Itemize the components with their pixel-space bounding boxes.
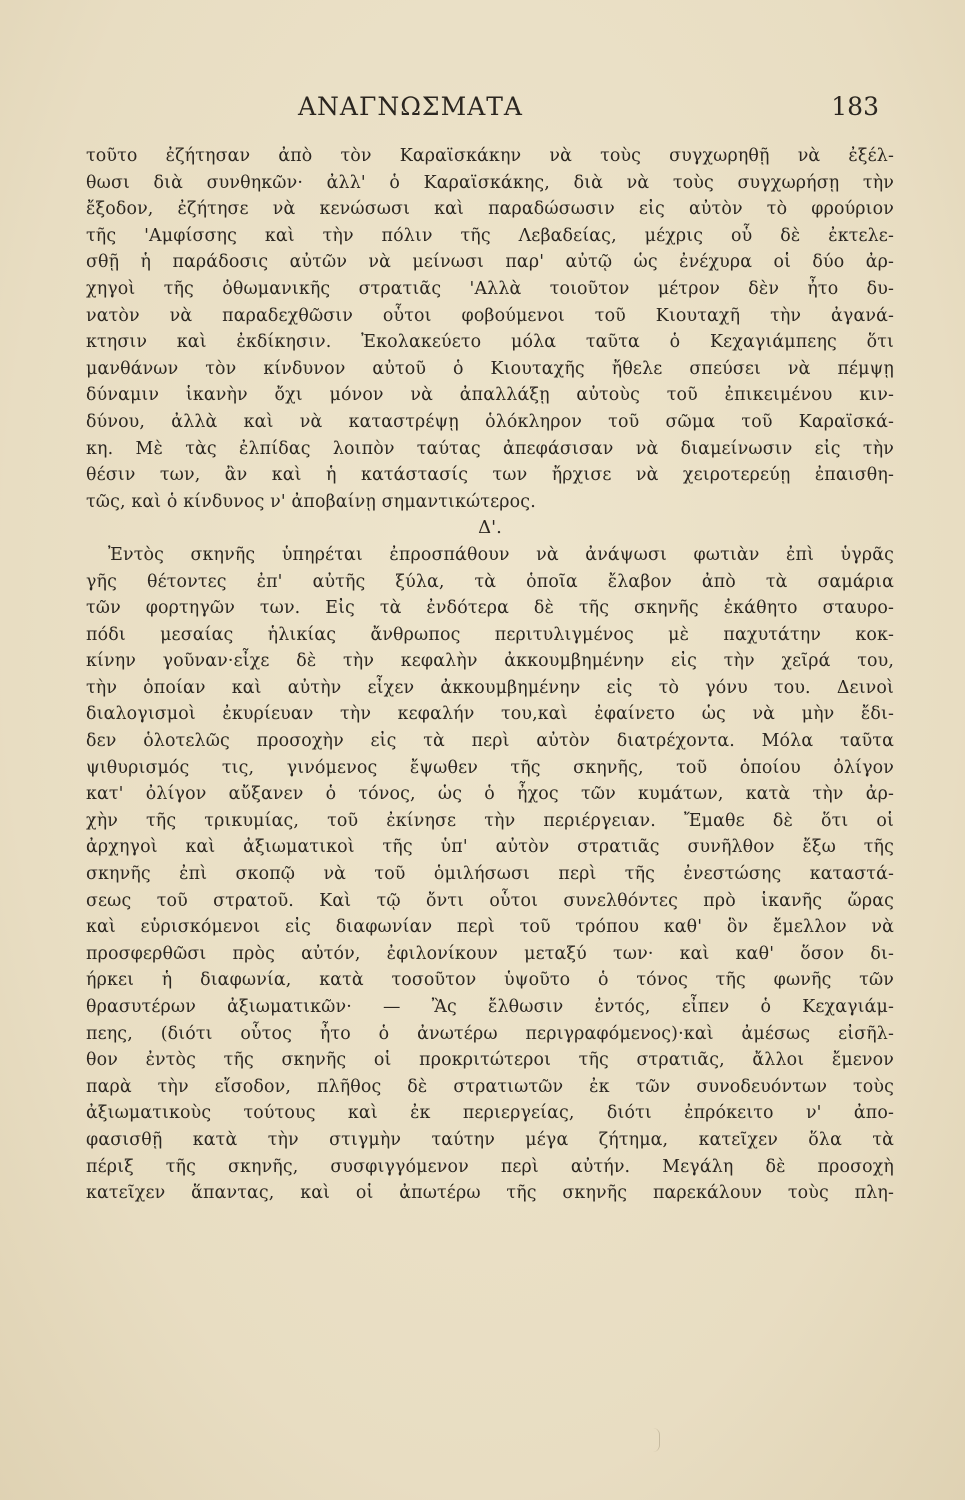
text-line: ἀξιωματικοὺς τούτους καὶ ἐκ περιεργείας, διότι ἐπρόκειτο ν' ἀπο- [86,1103,894,1124]
text-line: παρὰ τὴν εἴσοδον, πλῆθος δὲ στρατιωτῶν ἐκ τῶν συνοδευόντων τοὺς [86,1076,894,1097]
text-line: προσφερθῶσι πρὸς αὐτόν, ἐφιλονίκουν μεταξύ των· καὶ καθ' ὅσον δι- [86,943,894,964]
text-line: κατ' ὀλίγον αὔξανεν ὁ τόνος, ὡς ὁ ἦχος τῶν κυμάτων, κατὰ τὴν ἀρ- [86,784,894,805]
paragraph-1 [86,143,894,515]
text-line: σθῇ ἡ παράδοσις αὐτῶν νὰ μείνωσι παρ' αὐτῷ ὡς ἐνέχυρα οἱ δύο ἀρ- [86,252,894,273]
text-line: πέριξ τῆς σκηνῆς, συσφιγγόμενον περὶ αὐτήν. Μεγάλη δὲ προσοχὴ [86,1156,894,1177]
text-line: τοῦτο ἐζήτησαν ἀπὸ τὸν Καραϊσκάκην νὰ τοὺς συγχωρηθῇ νὰ ἐξέλ- [86,146,894,166]
text-line: μανθάνων τὸν κίνδυνον αὐτοῦ ὁ Κιουταχῆς ἤθελε σπεύσει νὰ πέμψῃ [86,358,894,379]
text-line: χηγοὶ τῆς ὀθωμανικῆς στρατιᾶς 'Αλλὰ τοιοῦτον μέτρον δὲν ἦτο δυ- [86,278,894,299]
text-line: φασισθῇ κατὰ τὴν στιγμὴν ταύτην μέγα ζήτημα, κατεῖχεν ὅλα τὰ [86,1129,894,1150]
text-line: νατὸν νὰ παραδεχθῶσιν οὗτοι φοβούμενοι τοῦ Κιουταχῆ τὴν ἀγανά- [86,305,894,326]
page-header [0,92,965,132]
text-line: ψιθυρισμός τις, γινόμενος ἔψωθεν τῆς σκηνῆς, τοῦ ὁποίου ὀλίγον [86,757,894,778]
text-line: κτησιν καὶ ἐκδίκησιν. Ἐκολακεύετο μόλα ταῦτα ὁ Κεχαγιάμπεης ὅτι [86,332,894,353]
text-line: δύναμιν ἱκανὴν ὄχι μόνον νὰ ἀπαλλάξῃ αὐτοὺς τοῦ ἐπικειμένου κιν- [86,385,894,406]
text-line: χὴν τῆς τρικυμίας, τοῦ ἐκίνησε τὴν περιέργειαν. Ἔμαθε δὲ ὅτι οἱ [86,810,894,831]
text-line: ἀρχηγοὶ καὶ ἀξιωματικοὶ τῆς ὑπ' αὐτὸν στρατιᾶς συνῆλθον ἔξω τῆς [86,837,894,858]
page-number: 183 [831,92,879,121]
text-line: τὴν ὁποίαν καὶ αὐτὴν εἶχεν ἀκκουμβημένην εἰς τὸ γόνυ του. Δεινοὶ [86,677,894,698]
text-line: σεως τοῦ στρατοῦ. Καὶ τῷ ὄντι οὗτοι συνελθόντες πρὸ ἱκανῆς ὥρας [86,890,894,911]
text-line: γῆς θέτοντες ἐπ' αὐτῆς ξύλα, τὰ ὁποῖα ἔλαβον ἀπὸ τὰ σαμάρια [86,571,894,592]
text-line: θον ἐντὸς τῆς σκηνῆς οἱ προκριτώτεροι τῆς στρατιᾶς, ἄλλοι ἔμενον [86,1050,894,1071]
text-line: Ἐντὸς σκηνῆς ὑπηρέται ἐπροσπάθουν νὰ ἀνάψωσι φωτιὰν ἐπὶ ὑγρᾶς [108,544,894,565]
body-text [86,143,894,1207]
text-line: θρασυτέρων ἀξιωματικῶν· — Ἂς ἔλθωσιν ἐντός, εἶπεν ὁ Κεχαγιάμ- [86,997,894,1017]
text-line: πεης, (διότι οὗτος ἦτο ὁ ἀνωτέρω περιγραφόμενος)·καὶ ἀμέσως εἰσῆλ- [86,1023,894,1044]
text-line: διαλογισμοὶ ἐκυρίευαν τὴν κεφαλήν του,καὶ ἐφαίνετο ὡς νὰ μὴν ἔδι- [86,704,894,725]
text-line: σκηνῆς ἐπὶ σκοπῷ νὰ τοῦ ὁμιλήσωσι περὶ τῆς ἐνεστώσης καταστά- [86,864,894,885]
paragraph-2 [86,542,894,1207]
text-line: θωσι διὰ συνθηκῶν· ἀλλ' ὁ Καραϊσκάκης, διὰ νὰ τοὺς συγχωρήσῃ τὴν [86,172,894,193]
text-line: θέσιν των, ἂν καὶ ἡ κατάστασίς των ἤρχισε νὰ χειροτερεύῃ ἐπαισθη- [86,465,894,486]
text-line: δύνου, ἀλλὰ καὶ νὰ καταστρέψῃ ὁλόκληρον τοῦ σῶμα τοῦ Καραϊσκά- [86,411,894,432]
text-line: κίνην γοῦναν·εἶχε δὲ τὴν κεφαλὴν ἀκκουμβημένην εἰς τὴν χεῖρά του, [86,651,894,672]
text-line: τῶς, καὶ ὁ κίνδυνος ν' ἀποβαίνῃ σημαντικώτερος. [86,491,536,512]
text-line: κη. Μὲ τὰς ἐλπίδας λοιπὸν ταύτας ἀπεφάσισαν νὰ διαμείνωσιν εἰς τὴν [86,438,894,459]
text-line: τῶν φορτηγῶν των. Εἰς τὰ ἐνδότερα δὲ τῆς σκηνῆς ἐκάθητο σταυρο- [86,598,894,619]
text-line: τῆς 'Αμφίσσης καὶ τὴν πόλιν τῆς Λεβαδείας, μέχρις οὗ δὲ ἐκτελε- [86,225,894,246]
pencil-mark [653,1428,660,1452]
text-line: ήρκει ἡ διαφωνία, κατὰ τοσοῦτον ὑψοῦτο ὁ τόνος τῆς φωνῆς τῶν [86,970,894,991]
text-line: κατεῖχεν ἅπαντας, καὶ οἱ ἀπωτέρω τῆς σκηνῆς παρεκάλουν τοὺς πλη- [86,1183,894,1204]
section-heading: Δ'. [478,517,502,539]
text-line: πόδι μεσαίας ἡλικίας ἄνθρωπος περιτυλιγμένος μὲ παχυτάτην κοκ- [86,624,894,645]
text-line: καὶ εὑρισκόμενοι εἰς διαφωνίαν περὶ τοῦ τρόπου καθ' ὃν ἔμελλον νὰ [86,917,894,938]
running-title: ΑΝΑΓΝΩΣΜΑΤΑ [298,92,523,121]
text-line: δεν ὁλοτελῶς προσοχὴν εἰς τὰ περὶ αὐτὸν διατρέχοντα. Μόλα ταῦτα [86,731,894,752]
text-line: ἔξοδον, ἐζήτησε νὰ κενώσωσι καὶ παραδώσωσιν εἰς αὐτὸν τὸ φρούριον [86,199,894,220]
